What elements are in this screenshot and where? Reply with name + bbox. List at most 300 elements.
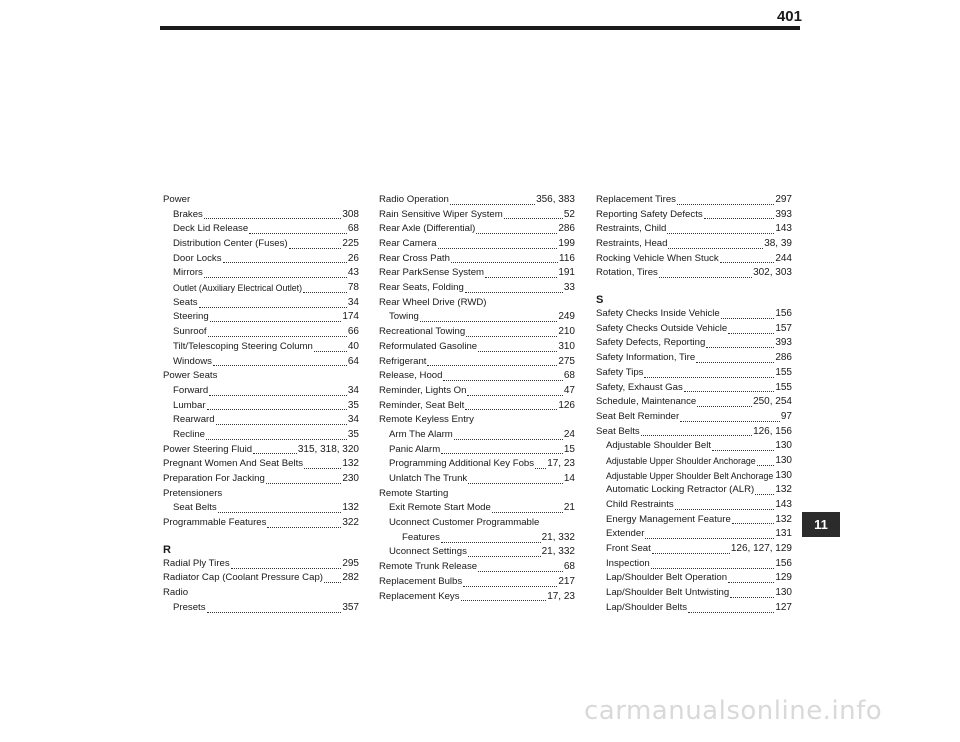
index-entry-term: Windows [173, 355, 212, 367]
leader-dots [253, 453, 297, 454]
index-entry [596, 252, 792, 267]
index-entry-page: 295 [342, 557, 359, 569]
index-entry-page: 155 [775, 381, 792, 393]
index-entry [163, 399, 359, 414]
leader-dots [461, 600, 547, 601]
index-entry-term: Rocking Vehicle When Stuck [596, 252, 719, 264]
index-entry-page: 131 [775, 528, 792, 540]
index-entry [163, 325, 359, 340]
index-entry-term: Radiator Cap (Coolant Pressure Cap) [163, 572, 323, 584]
index-entry-page: 249 [558, 311, 575, 323]
leader-dots [712, 450, 774, 451]
index-entry-term: Energy Management Feature [606, 513, 731, 525]
index-entry [163, 428, 359, 443]
index-entry-term: Seat Belt Reminder [596, 410, 680, 422]
index-entry-page: 33 [563, 282, 575, 294]
leader-dots [680, 421, 780, 422]
index-heading: Pretensioners [163, 487, 223, 499]
leader-dots [207, 409, 347, 410]
leader-dots [324, 582, 341, 583]
index-entry [163, 252, 359, 267]
index-entry-page: 310 [558, 340, 575, 352]
index-entry-page: 116 [559, 252, 575, 264]
index-entry [596, 439, 792, 454]
index-entry-term: Safety, Exhaust Gas [596, 381, 683, 393]
index-entry-page: 66 [347, 326, 359, 338]
index-entry-page: 322 [342, 517, 359, 529]
index-entry [596, 527, 792, 542]
index-entry [379, 457, 575, 472]
index-entry-page: 68 [347, 223, 359, 235]
index-entry [379, 340, 575, 355]
index-entry-page: 34 [347, 384, 359, 396]
index-entry [596, 572, 792, 587]
index-entry-page: 21, 332 [541, 531, 575, 543]
leader-dots [208, 336, 347, 337]
index-entry-page: 68 [563, 370, 575, 382]
index-entry-term: Arm The Alarm [389, 428, 453, 440]
index-entry-term: Power Steering Fluid [163, 443, 253, 455]
leader-dots [492, 512, 563, 513]
index-entry-term: Schedule, Maintenance [596, 396, 697, 408]
index-entry [596, 208, 792, 223]
index-entry [379, 443, 575, 458]
index-entry-page: 174 [342, 311, 359, 323]
leader-dots [535, 468, 546, 469]
index-entry [596, 381, 792, 396]
index-entry-page: 130 [775, 454, 792, 466]
index-entry-page: 315, 318, 320 [297, 443, 359, 455]
index-entry-term: Brakes [173, 208, 203, 220]
index-entry-page: 356, 383 [536, 193, 575, 205]
leader-dots [721, 318, 775, 319]
index-entry [379, 325, 575, 340]
index-entry-page: 34 [347, 296, 359, 308]
chapter-tab: 11 [802, 512, 840, 537]
index-entry-page: 78 [347, 282, 359, 294]
index-entry [596, 337, 792, 352]
index-entry-page: 126, 127, 129 [730, 543, 792, 555]
index-entry-term: Safety Defects, Reporting [596, 337, 706, 349]
leader-dots [213, 365, 347, 366]
index-entry-page: 143 [775, 499, 792, 511]
index-entry-term: Automatic Locking Retractor (ALR) [606, 484, 755, 496]
index-entry-term: Forward [173, 384, 209, 396]
index-entry-page: 217 [558, 575, 575, 587]
index-entry-page: 26 [347, 252, 359, 264]
leader-dots [645, 538, 774, 539]
leader-dots [467, 395, 562, 396]
index-entry-term: Steering [173, 311, 209, 323]
index-entry-term: Sunroof [173, 326, 207, 338]
index-heading: Remote Starting [379, 487, 449, 499]
index-entry [379, 355, 575, 370]
index-entry-term: Presets [173, 601, 206, 613]
page-number: 401 [776, 8, 802, 25]
leader-dots [730, 597, 774, 598]
index-entry-page: 127 [775, 601, 792, 613]
index-entry [596, 307, 792, 322]
leader-dots [504, 218, 563, 219]
index-entry [596, 395, 792, 410]
index-entry-page: 132 [775, 484, 792, 496]
index-entry-page: 130 [775, 440, 792, 452]
index-entry-page: 286 [775, 352, 792, 364]
index-entry-term: Release, Hood [379, 370, 443, 382]
leader-dots [478, 351, 557, 352]
index-entry-page: 34 [347, 414, 359, 426]
index-entry-page: 302, 303 [753, 267, 792, 279]
leader-dots [463, 586, 557, 587]
index-entry [379, 560, 575, 575]
leader-dots [441, 453, 563, 454]
index-column-3 [596, 193, 792, 616]
leader-dots [289, 248, 342, 249]
index-entry [596, 601, 792, 616]
leader-dots [231, 568, 342, 569]
index-entry-page: 393 [775, 208, 792, 220]
index-entry-page: 15 [563, 443, 575, 455]
leader-dots [485, 277, 557, 278]
leader-dots [438, 248, 558, 249]
leader-dots [223, 262, 347, 263]
index-entry-page: 244 [775, 252, 792, 264]
index-entry-page: 225 [342, 238, 359, 250]
index-entry-term: Seat Belts [596, 425, 640, 437]
leader-dots [207, 612, 342, 613]
index-entry-term: Reminder, Lights On [379, 384, 467, 396]
index-entry-term: Radial Ply Tires [163, 557, 230, 569]
index-entry [379, 193, 575, 208]
index-entry-term: Door Locks [173, 252, 222, 264]
index-entry-term: Adjustable Shoulder Belt [606, 440, 712, 452]
leader-dots [303, 292, 347, 293]
leader-dots [451, 262, 558, 263]
index-entry-term: Pregnant Women And Seat Belts [163, 458, 304, 470]
leader-dots [652, 553, 730, 554]
index-entry-page: 21, 332 [541, 546, 575, 558]
index-entry-page: 21 [563, 502, 575, 514]
index-entry-term: Preparation For Jacking [163, 473, 265, 485]
leader-dots [677, 204, 774, 205]
leader-dots [659, 277, 752, 278]
index-entry-term: Rear Camera [379, 238, 437, 250]
index-entry-term: Seat Belts [173, 502, 217, 514]
leader-dots [209, 395, 347, 396]
index-entry-term: Restraints, Child [596, 223, 667, 235]
index-entry-term: Rear Axle (Differential) [379, 223, 476, 235]
index-entry-page: 68 [563, 561, 575, 573]
index-entry-page: 132 [342, 458, 359, 470]
index-entry [379, 266, 575, 281]
index-entry-term: Replacement Bulbs [379, 575, 463, 587]
index-entry-page: 357 [342, 601, 359, 613]
index-entry [163, 413, 359, 428]
index-entry-page: 38, 39 [764, 238, 792, 250]
index-entry [596, 513, 792, 528]
index-entry-term: Radio Operation [379, 193, 449, 205]
index-entry-page: 308 [342, 208, 359, 220]
index-entry [163, 340, 359, 355]
index-entry-page: 191 [558, 267, 575, 279]
leader-dots [218, 512, 342, 513]
index-entry-term: Features [402, 531, 440, 543]
index-entry-term: Refrigerant [379, 355, 427, 367]
index-entry [379, 546, 575, 561]
index-heading: Remote Keyless Entry [379, 414, 474, 426]
index-entry [163, 311, 359, 326]
index-entry-term: Distribution Center (Fuses) [173, 238, 288, 250]
index-entry-term: Deck Lid Release [173, 223, 249, 235]
index-entry [379, 590, 575, 605]
index-entry [163, 457, 359, 472]
leader-dots [641, 435, 752, 436]
index-heading: Radio [163, 587, 189, 599]
index-entry-page: 40 [347, 340, 359, 352]
index-entry-term: Recreational Towing [379, 326, 466, 338]
index-entry-term: Extender [606, 528, 645, 540]
index-entry-page: 156 [775, 308, 792, 320]
index-entry-term: Rotation, Tires [596, 267, 658, 279]
index-entry [379, 531, 575, 546]
leader-dots [704, 218, 775, 219]
index-entry-term: Lap/Shoulder Belt Operation [606, 572, 728, 584]
index-entry [379, 369, 575, 384]
index-entry-term: Rearward [173, 414, 215, 426]
leader-dots [267, 527, 341, 528]
index-entry [596, 322, 792, 337]
index-entry-term: Outlet (Auxiliary Electrical Outlet) [173, 283, 303, 294]
index-entry [596, 266, 792, 281]
index-entry [379, 428, 575, 443]
index-entry-page: 35 [347, 428, 359, 440]
leader-dots [314, 351, 347, 352]
index-entry [379, 311, 575, 326]
leader-dots [465, 292, 563, 293]
index-entry [163, 237, 359, 252]
index-entry [379, 222, 575, 237]
leader-dots [465, 409, 557, 410]
index-entry-term: Lumbar [173, 399, 206, 411]
leader-dots [204, 218, 341, 219]
index-entry-page: 297 [775, 193, 792, 205]
index-entry-page: 52 [563, 208, 575, 220]
index-entry [596, 366, 792, 381]
index-entry-term: Exit Remote Start Mode [389, 502, 491, 514]
index-entry [163, 572, 359, 587]
index-entry-page: 156 [775, 557, 792, 569]
index-entry-page: 157 [775, 322, 792, 334]
index-entry-page: 97 [780, 410, 792, 422]
index-entry-page: 14 [563, 473, 575, 485]
index-entry [163, 266, 359, 281]
index-entry-term: Rear Seats, Folding [379, 282, 464, 294]
index-entry-term: Programmable Features [163, 517, 267, 529]
index-entry-page: 275 [558, 355, 575, 367]
index-entry-term: Safety Checks Inside Vehicle [596, 308, 720, 320]
leader-dots [304, 468, 341, 469]
index-entry [596, 237, 792, 252]
index-entry-page: 35 [347, 399, 359, 411]
index-entry-page: 286 [558, 223, 575, 235]
index-entry-term: Adjustable Upper Shoulder Anchorage [606, 455, 756, 466]
index-entry-term: Unlatch The Trunk [389, 473, 468, 485]
index-entry [596, 483, 792, 498]
leader-dots [728, 333, 774, 334]
index-entry [163, 355, 359, 370]
index-entry-page: 210 [558, 326, 575, 338]
index-entry-term: Reporting Safety Defects [596, 208, 703, 220]
leader-dots [696, 362, 774, 363]
leader-dots [216, 424, 347, 425]
index-entry [163, 443, 359, 458]
leader-dots [697, 406, 752, 407]
index-entry [596, 193, 792, 208]
leader-dots [450, 204, 535, 205]
index-entry-page: 155 [775, 366, 792, 378]
index-column-2 [379, 193, 575, 604]
index-entry-term: Rain Sensitive Wiper System [379, 208, 503, 220]
index-entry-page: 132 [342, 502, 359, 514]
index-entry [163, 222, 359, 237]
leader-dots [199, 307, 347, 308]
index-entry-term: Rear Cross Path [379, 252, 450, 264]
index-entry [163, 557, 359, 572]
leader-dots [720, 262, 775, 263]
index-entry [379, 237, 575, 252]
index-entry-term: Tilt/Telescoping Steering Column [173, 340, 313, 352]
index-entry-page: 143 [775, 223, 792, 235]
leader-dots [478, 571, 563, 572]
leader-dots [476, 233, 557, 234]
index-entry [596, 498, 792, 513]
index-entry-page: 126, 156 [753, 425, 792, 437]
leader-dots [427, 365, 557, 366]
index-entry-page: 129 [775, 572, 792, 584]
index-entry-term: Adjustable Upper Shoulder Belt Anchorage [606, 470, 774, 481]
index-entry-term: Inspection [606, 557, 650, 569]
index-entry-term: Seats [173, 296, 198, 308]
index-entry-term: Remote Trunk Release [379, 561, 478, 573]
index-entry-page: 282 [342, 572, 359, 584]
index-entry-term: Reminder, Seat Belt [379, 399, 465, 411]
index-entry [379, 501, 575, 516]
index-entry [379, 384, 575, 399]
index-section-letter: S [596, 294, 604, 307]
index-entry-page: 64 [347, 355, 359, 367]
index-entry-term: Replacement Tires [596, 193, 676, 205]
leader-dots [210, 321, 342, 322]
leader-dots [468, 556, 541, 557]
leader-dots [667, 233, 774, 234]
leader-dots [266, 483, 341, 484]
index-entry [379, 208, 575, 223]
leader-dots [468, 483, 563, 484]
leader-dots [204, 277, 347, 278]
index-entry-term: Uconnect Settings [389, 546, 467, 558]
index-entry [596, 351, 792, 366]
index-entry-page: 393 [775, 337, 792, 349]
index-entry [163, 281, 359, 296]
index-heading: Power Seats [163, 370, 218, 382]
index-entry-page: 199 [558, 238, 575, 250]
index-entry-term: Towing [389, 311, 419, 323]
index-entry-page: 130 [775, 587, 792, 599]
index-entry-page: 230 [342, 473, 359, 485]
index-entry [596, 557, 792, 572]
leader-dots [249, 233, 347, 234]
index-entry-term: Front Seat [606, 543, 651, 555]
index-entry [163, 208, 359, 223]
index-heading: Rear Wheel Drive (RWD) [379, 296, 487, 308]
index-entry [163, 516, 359, 531]
index-entry [596, 454, 792, 469]
index-entry-term: Safety Checks Outside Vehicle [596, 322, 728, 334]
index-entry-term: Replacement Keys [379, 590, 460, 602]
index-entry [163, 384, 359, 399]
index-entry-term: Reformulated Gasoline [379, 340, 478, 352]
index-entry [596, 586, 792, 601]
leader-dots [651, 568, 775, 569]
index-entry [163, 296, 359, 311]
index-entry-term: Child Restraints [606, 499, 674, 511]
leader-dots [757, 465, 775, 466]
index-entry-term: Safety Information, Tire [596, 352, 696, 364]
index-entry [163, 472, 359, 487]
index-entry-page: 250, 254 [753, 396, 792, 408]
leader-dots [454, 439, 563, 440]
index-entry-term: Programming Additional Key Fobs [389, 458, 535, 470]
index-heading: Uconnect Customer Programmable [389, 517, 540, 529]
index-heading: Power [163, 194, 191, 205]
index-entry-page: 132 [775, 513, 792, 525]
index-entry [379, 252, 575, 267]
index-entry-page: 130 [775, 469, 792, 481]
leader-dots [675, 509, 775, 510]
index-entry [163, 601, 359, 616]
leader-dots [668, 248, 763, 249]
leader-dots [466, 336, 557, 337]
index-entry [596, 410, 792, 425]
header-rule [160, 26, 800, 30]
index-entry [596, 542, 792, 557]
leader-dots [420, 321, 557, 322]
index-entry [596, 222, 792, 237]
index-entry-term: Lap/Shoulder Belt Untwisting [606, 587, 730, 599]
leader-dots [732, 523, 775, 524]
index-entry-term: Panic Alarm [389, 443, 441, 455]
index-entry-term: Safety Tips [596, 366, 644, 378]
leader-dots [688, 612, 774, 613]
leader-dots [206, 439, 347, 440]
leader-dots [684, 391, 775, 392]
leader-dots [755, 494, 774, 495]
index-entry-page: 47 [563, 384, 575, 396]
index-entry-page: 126 [558, 399, 575, 411]
leader-dots [644, 377, 774, 378]
index-entry [163, 501, 359, 516]
leader-dots [728, 582, 774, 583]
index-entry-page: 24 [563, 428, 575, 440]
index-entry-page: 17, 23 [547, 590, 575, 602]
index-entry-term: Recline [173, 428, 205, 440]
index-entry-term: Mirrors [173, 267, 203, 279]
index-entry-page: 17, 23 [547, 458, 575, 470]
leader-dots [443, 380, 562, 381]
index-column-1 [163, 193, 359, 616]
index-entry [379, 472, 575, 487]
leader-dots [441, 542, 541, 543]
